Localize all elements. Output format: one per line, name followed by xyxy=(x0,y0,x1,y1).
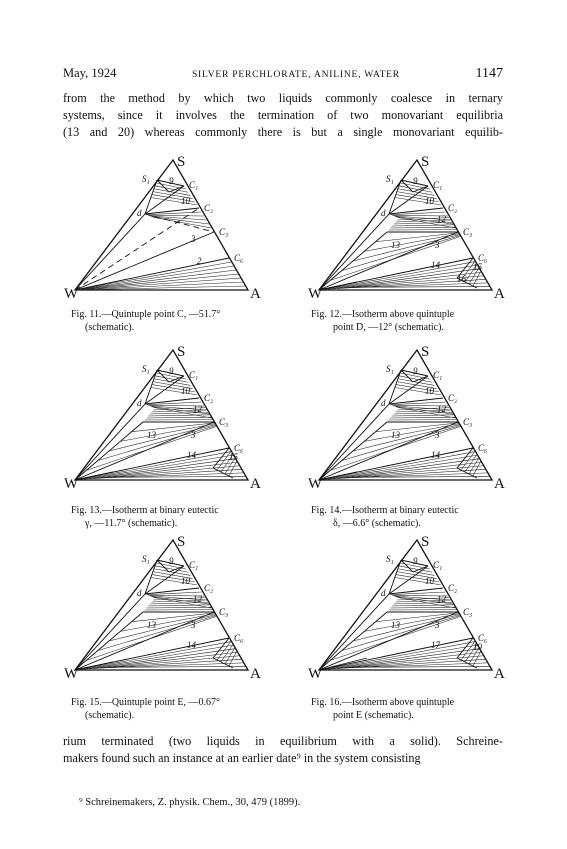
point-label-c2: C₂ xyxy=(448,203,458,213)
phase-boundary xyxy=(389,588,443,594)
vertex-label-s: S xyxy=(421,534,430,550)
point-label-c6: C₆ xyxy=(478,633,488,643)
field-label: 10 xyxy=(425,386,434,396)
point-label-c3: C₃ xyxy=(219,227,229,237)
vertex-label-s: S xyxy=(421,154,430,170)
point-label-d: d xyxy=(137,588,142,598)
field-label: 10 xyxy=(425,196,434,206)
point-label-c3: C₃ xyxy=(463,417,473,427)
field-label: 9 xyxy=(413,366,418,376)
tie-line xyxy=(75,262,231,290)
vertex-label-s: S xyxy=(421,344,430,360)
field-label: 14 xyxy=(187,640,196,650)
vertex-label-a: A xyxy=(494,286,505,302)
figure-caption xyxy=(311,504,459,530)
figure-caption xyxy=(311,308,454,334)
field-label: 3 xyxy=(191,620,196,630)
text-line: (13 and 20) whereas commonly there is but a single monovariant equilib- xyxy=(63,125,503,139)
caption-line: γ, —11.7° (schematic). xyxy=(85,518,178,529)
ternary-diagram xyxy=(63,340,293,530)
caption-line: Fig. 16.—Isotherm above quintuple xyxy=(311,697,455,708)
field-label: 3 xyxy=(191,430,196,440)
text-line: from the method by which two liquids commonly coalesce in ternary xyxy=(63,91,503,105)
field-label: 13 xyxy=(391,620,400,630)
tie-line xyxy=(364,234,459,252)
point-label-c1: C₁ xyxy=(189,560,199,570)
vertex-label-w: W xyxy=(308,476,323,492)
point-label-c2: C₂ xyxy=(448,583,458,593)
caption-line: δ, —6.6° (schematic). xyxy=(333,518,421,529)
running-head xyxy=(63,66,503,82)
field-label: 12 xyxy=(437,214,446,224)
vertex-label-w: W xyxy=(64,286,79,302)
point-label-s1: S₁ xyxy=(142,364,150,374)
phase-boundary xyxy=(389,208,443,214)
point-label-c3: C₃ xyxy=(219,417,229,427)
field-label: 12 xyxy=(437,594,446,604)
field-label: 3 xyxy=(435,240,440,250)
point-label-d: d xyxy=(137,398,142,408)
tie-line xyxy=(342,235,460,270)
field-label: 16 xyxy=(457,274,466,284)
figure-13 xyxy=(63,340,293,530)
field-label: 10 xyxy=(425,576,434,586)
figure-caption xyxy=(311,696,454,722)
vertex-label-a: A xyxy=(250,476,261,492)
tie-line xyxy=(390,607,455,608)
point-label-d: d xyxy=(381,588,386,598)
tie-line xyxy=(120,424,215,442)
vertex-label-s: S xyxy=(177,534,186,550)
tie-line xyxy=(146,607,211,608)
paragraph-top xyxy=(63,90,503,141)
dashed-line xyxy=(145,214,214,232)
point-label-s1: S₁ xyxy=(386,174,394,184)
vertex-label-s: S xyxy=(177,154,186,170)
caption-line: Fig. 14.—Isotherm at binary eutectic xyxy=(311,505,459,516)
vertex-label-w: W xyxy=(64,476,79,492)
phase-boundary xyxy=(145,398,199,404)
vertex-label-w: W xyxy=(308,286,323,302)
point-label-c6: C₆ xyxy=(234,633,244,643)
tie-line xyxy=(153,217,211,228)
caption-line: Fig. 15.—Quintuple point E, —0.67° xyxy=(71,697,220,708)
caption-line: Fig. 11.—Quintuple point C, —51.7° xyxy=(71,309,221,320)
vertex-label-w: W xyxy=(64,666,79,682)
vertex-label-a: A xyxy=(250,286,261,302)
point-label-d: d xyxy=(137,208,142,218)
field-label: 9 xyxy=(169,366,174,376)
header-date: May, 1924 xyxy=(63,66,117,80)
vertex-label-s: S xyxy=(177,344,186,360)
figure-16 xyxy=(307,530,537,725)
paragraph-bottom xyxy=(63,733,503,767)
field-label: 12 xyxy=(437,404,446,414)
figure-caption xyxy=(71,504,219,530)
point-label-c2: C₂ xyxy=(204,203,214,213)
phase-boundary xyxy=(145,588,199,594)
field-label: 15 xyxy=(229,452,238,462)
figure-caption xyxy=(71,308,220,334)
caption-line: point E (schematic). xyxy=(333,710,414,721)
field-label: 10 xyxy=(181,386,190,396)
point-label-c3: C₃ xyxy=(463,607,473,617)
point-label-c2: C₂ xyxy=(448,393,458,403)
field-label: 13 xyxy=(147,430,156,440)
field-label: 13 xyxy=(391,240,400,250)
point-label-c6: C₆ xyxy=(478,443,488,453)
field-label: 13 xyxy=(391,430,400,440)
caption-line: (schematic). xyxy=(85,322,135,333)
field-label: 9 xyxy=(413,176,418,186)
point-label-c1: C₁ xyxy=(189,180,199,190)
field-label: 14 xyxy=(431,260,440,270)
tie-line xyxy=(75,274,239,290)
point-label-d: d xyxy=(381,208,386,218)
ternary-diagram xyxy=(307,340,537,530)
caption-line: (schematic). xyxy=(85,710,135,721)
field-label: 12 xyxy=(193,594,202,604)
field-label: 9 xyxy=(169,176,174,186)
tie-line xyxy=(98,425,216,460)
point-label-d: d xyxy=(381,398,386,408)
tie-line xyxy=(120,614,215,632)
field-label: 3 xyxy=(435,620,440,630)
point-label-s1: S₁ xyxy=(142,554,150,564)
tie-line xyxy=(146,417,211,418)
field-label: 10 xyxy=(181,196,190,206)
figure-11 xyxy=(63,150,293,340)
tie-line xyxy=(364,424,459,442)
field-label: 14 xyxy=(187,450,196,460)
field-label: 12 xyxy=(193,404,202,414)
tie-line xyxy=(342,615,460,650)
tie-line xyxy=(148,215,204,216)
field-label: 3 xyxy=(191,234,196,244)
point-label-c6: C₆ xyxy=(234,253,244,263)
figure-15 xyxy=(63,530,293,725)
point-label-c2: C₂ xyxy=(204,583,214,593)
point-label-c6: C₆ xyxy=(478,253,488,263)
text-line: rium terminated (two liquids in equilibrium with a solid). Schreine- xyxy=(63,734,503,748)
vertex-label-a: A xyxy=(494,476,505,492)
point-label-c3: C₃ xyxy=(219,607,229,617)
field-label: 2 xyxy=(197,256,202,266)
point-label-c1: C₁ xyxy=(433,370,443,380)
tie-line xyxy=(364,614,459,632)
caption-line: point D, —12° (schematic). xyxy=(333,322,444,333)
header-title: SILVER PERCHLORATE, ANILINE, WATER xyxy=(191,70,400,80)
field-label: 19 xyxy=(473,642,482,652)
triangle-outline xyxy=(75,160,248,290)
point-label-c1: C₁ xyxy=(433,180,443,190)
caption-line: Fig. 12.—Isotherm above quintuple xyxy=(311,309,455,320)
point-label-c6: C₆ xyxy=(234,443,244,453)
field-label: 17 xyxy=(431,640,440,650)
figure-12 xyxy=(307,150,537,340)
point-label-s1: S₁ xyxy=(386,364,394,374)
phase-boundary xyxy=(389,398,443,404)
point-label-s1: S₁ xyxy=(142,174,150,184)
text-line: makers found such an instance at an earlier date⁹ in the system consisting xyxy=(63,751,421,765)
field-label: 14 xyxy=(431,450,440,460)
point-label-c3: C₃ xyxy=(463,227,473,237)
text-line: systems, since it involves the termination of two monovariant equilibria xyxy=(63,108,503,122)
point-label-s1: S₁ xyxy=(386,554,394,564)
point-label-c2: C₂ xyxy=(204,393,214,403)
field-label: 9 xyxy=(413,556,418,566)
field-label: 3 xyxy=(435,430,440,440)
field-label: 9 xyxy=(169,556,174,566)
footnote: ⁹ Schreinemakers, Z. physik. Chem., 30, 479 (1899). xyxy=(79,797,301,808)
vertex-label-a: A xyxy=(250,666,261,682)
tie-line xyxy=(390,227,455,228)
vertex-label-w: W xyxy=(308,666,323,682)
phase-boundary xyxy=(319,638,473,670)
field-label: 13 xyxy=(147,620,156,630)
vertex-label-a: A xyxy=(494,666,505,682)
tie-line xyxy=(342,425,460,460)
field-label: 10 xyxy=(181,576,190,586)
figure-14 xyxy=(307,340,537,530)
point-label-c1: C₁ xyxy=(189,370,199,380)
phase-boundary xyxy=(145,208,199,214)
point-label-c1: C₁ xyxy=(433,560,443,570)
tie-line xyxy=(390,417,455,418)
tie-line xyxy=(98,615,216,650)
figure-caption xyxy=(71,696,220,722)
field-label: 15 xyxy=(473,262,482,272)
page-number: 1147 xyxy=(475,66,503,81)
caption-line: Fig. 13.—Isotherm at binary eutectic xyxy=(71,505,219,516)
